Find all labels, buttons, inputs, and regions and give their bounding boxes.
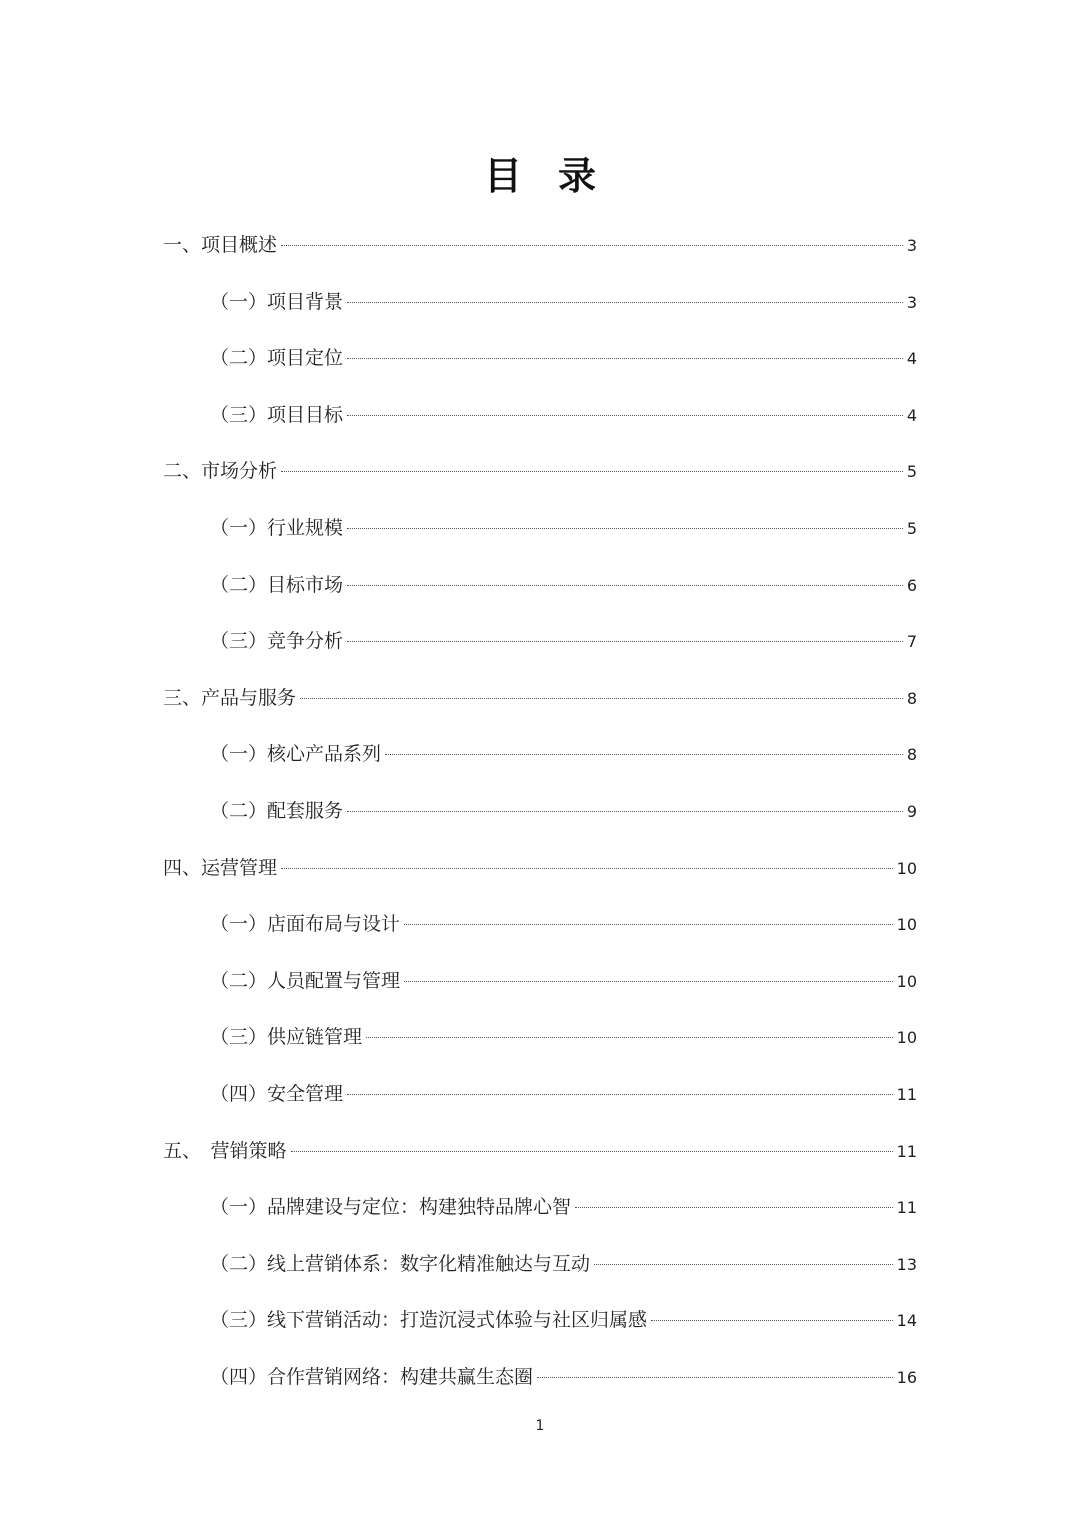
toc-entry-title: 三、产品与服务 (163, 686, 297, 709)
toc-entry[interactable] (163, 454, 917, 488)
toc-entry-page: 10 (896, 915, 917, 935)
toc-entry-title: （一）项目背景 (210, 290, 344, 313)
toc-entry-page: 5 (906, 462, 917, 482)
toc-dot-leader (347, 358, 903, 359)
toc-entry[interactable] (210, 568, 917, 602)
toc-dot-leader (537, 1377, 893, 1378)
toc-entry[interactable] (210, 794, 917, 828)
toc-entry-page: 11 (896, 1141, 917, 1161)
toc-entry-title: （二）项目定位 (210, 347, 344, 370)
toc-dot-leader (347, 302, 903, 303)
toc-dot-leader (281, 868, 893, 869)
toc-entry-title: （三）竞争分析 (210, 630, 344, 653)
toc-entry[interactable] (210, 624, 917, 658)
toc-dot-leader (404, 981, 893, 982)
toc-entry-page: 4 (906, 349, 917, 369)
toc-entry[interactable] (210, 1360, 917, 1394)
toc-entry-page: 14 (896, 1311, 917, 1331)
page-number: 1 (535, 1418, 545, 1434)
toc-dot-leader (291, 1151, 893, 1152)
toc-entry-page: 6 (906, 575, 917, 595)
toc-dot-leader (347, 585, 903, 586)
page-title: 目录 (483, 154, 632, 198)
toc-entry-page: 5 (906, 519, 917, 538)
toc-entry[interactable] (163, 1134, 917, 1168)
toc-entry[interactable] (210, 341, 917, 375)
toc-entry-title: （一）店面布局与设计 (210, 913, 401, 936)
toc-entry-page: 9 (906, 802, 917, 821)
toc-entry[interactable] (163, 851, 917, 885)
toc-entry[interactable] (210, 285, 917, 319)
toc-entry-title: （四）安全管理 (210, 1083, 344, 1105)
toc-entry-page: 4 (906, 405, 917, 425)
toc-entry-title: （二）配套服务 (210, 800, 344, 822)
toc-entry-title: 五、 营销策略 (163, 1139, 287, 1162)
toc-entry[interactable] (210, 1247, 917, 1281)
toc-entry-title: （一）核心产品系列 (210, 743, 382, 766)
toc-entry-title: 二、市场分析 (163, 460, 278, 483)
toc-entry[interactable] (210, 1303, 917, 1337)
toc-dot-leader (404, 924, 893, 925)
toc-entry[interactable] (210, 964, 917, 998)
toc-entry[interactable] (210, 1077, 917, 1111)
toc-entry[interactable] (163, 228, 917, 262)
toc-entry[interactable] (210, 511, 917, 545)
toc-entry-page: 13 (896, 1254, 917, 1274)
toc-dot-leader (300, 698, 903, 699)
toc-entry-page: 16 (896, 1368, 917, 1387)
toc-entry-page: 10 (896, 858, 917, 878)
toc-entry-title: （二）人员配置与管理 (210, 969, 401, 992)
toc-entry-title: （一）品牌建设与定位：构建独特品牌心智 (210, 1196, 572, 1219)
toc-entry-page: 10 (896, 971, 917, 991)
toc-dot-leader (594, 1264, 893, 1265)
toc-entry[interactable] (163, 681, 917, 715)
toc-dot-leader (347, 1094, 893, 1095)
toc-entry-title: （二）目标市场 (210, 573, 344, 596)
toc-dot-leader (347, 811, 903, 812)
toc-dot-leader (347, 528, 903, 529)
toc-entry-title: 一、项目概述 (163, 234, 278, 256)
toc-entry-title: （三）项目目标 (210, 403, 344, 426)
toc-entry-title: （三）供应链管理 (210, 1026, 363, 1049)
toc-entry-page: 7 (906, 632, 917, 652)
toc-dot-leader (385, 754, 903, 755)
toc-dot-leader (651, 1320, 893, 1321)
toc-entry-page: 8 (906, 745, 917, 765)
toc-entry-page: 10 (896, 1028, 917, 1048)
toc-dot-leader (281, 245, 903, 246)
toc-dot-leader (281, 471, 903, 472)
toc-entry-page: 11 (896, 1198, 917, 1218)
toc-dot-leader (575, 1207, 893, 1208)
toc-dot-leader (347, 641, 903, 642)
toc-entry-title: （二）线上营销体系：数字化精准触达与互动 (210, 1252, 591, 1275)
toc-dot-leader (347, 415, 903, 416)
toc-entry-title: （一）行业规模 (210, 517, 344, 539)
toc-entry[interactable] (210, 398, 917, 432)
toc-entry-title: 四、运营管理 (163, 856, 278, 879)
toc-entry-page: 3 (906, 236, 917, 255)
toc-entry-title: （四）合作营销网络：构建共赢生态圈 (210, 1366, 534, 1388)
toc-dot-leader (366, 1037, 893, 1038)
toc-entry-title: （三）线下营销活动：打造沉浸式体验与社区归属感 (210, 1309, 648, 1332)
toc-entry[interactable] (210, 1190, 917, 1224)
toc-entry-page: 3 (906, 292, 917, 312)
toc-entry[interactable] (210, 737, 917, 771)
toc-entry[interactable] (210, 1020, 917, 1054)
toc-entry-page: 11 (896, 1085, 917, 1104)
toc-entry[interactable] (210, 907, 917, 941)
toc-entry-page: 8 (906, 688, 917, 708)
